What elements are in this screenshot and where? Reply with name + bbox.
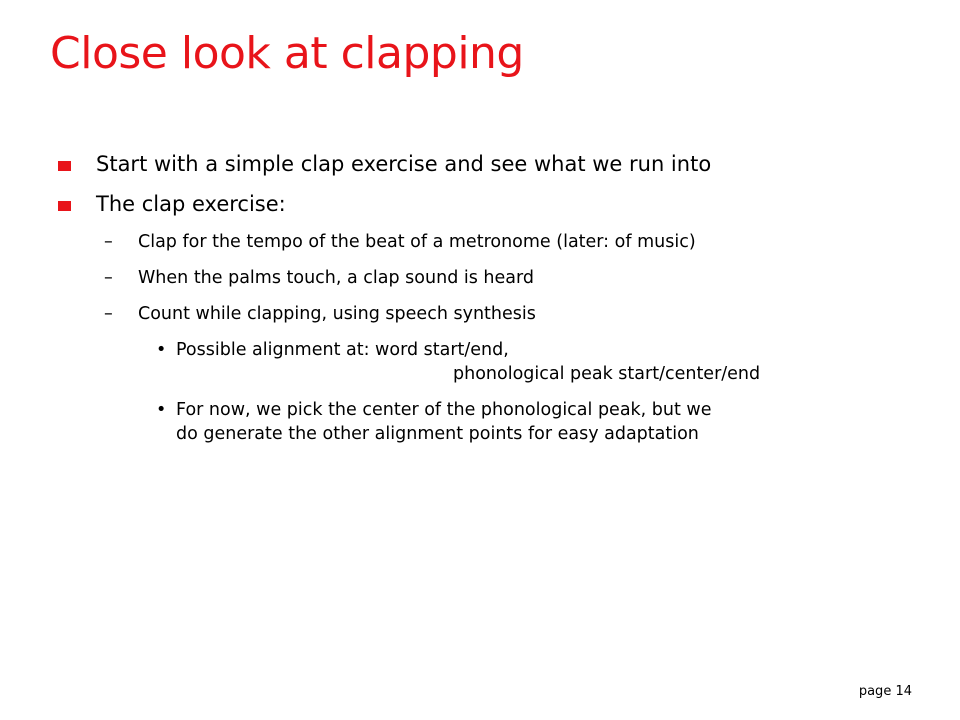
sub-sub-bullet-2-line1: For now, we pick the center of the phonological peak, but we (176, 400, 712, 420)
slide-body (58, 150, 948, 458)
sub-sub-bullet-2-line2: do generate the other alignment points for easy adaptation (176, 424, 699, 444)
dash-bullet-icon: – (104, 268, 113, 288)
sub-bullet-2 (58, 266, 948, 290)
dash-bullet-icon: – (104, 232, 113, 252)
sub-sub-bullet-1 (58, 338, 948, 386)
square-bullet-icon (58, 161, 71, 171)
sub-sub-bullet-2 (58, 398, 948, 446)
sub-bullet-3-text: Count while clapping, using speech synthesis (138, 304, 536, 324)
dot-bullet-icon: • (156, 340, 167, 360)
bullet-1-text: Start with a simple clap exercise and see what we run into (96, 152, 712, 176)
sub-bullet-1 (58, 230, 948, 254)
dash-bullet-icon: – (104, 304, 113, 324)
sub-bullet-list (58, 230, 948, 446)
sub-sub-bullet-1-line2: phonological peak start/center/end (453, 364, 761, 384)
square-bullet-icon (58, 201, 71, 211)
sub-bullet-3 (58, 302, 948, 326)
page-number: page 14 (858, 684, 912, 699)
sub-bullet-2-text: When the palms touch, a clap sound is heard (138, 268, 534, 288)
slide-title: Close look at clapping (50, 28, 524, 79)
bullet-2 (58, 190, 948, 218)
bullet-1 (58, 150, 948, 178)
dot-bullet-icon: • (156, 400, 167, 420)
sub-bullet-1-text: Clap for the tempo of the beat of a metronome (later: of music) (138, 232, 696, 252)
sub-sub-bullet-1-line1: Possible alignment at: word start/end, (176, 340, 509, 360)
bullet-2-text: The clap exercise: (96, 192, 286, 216)
